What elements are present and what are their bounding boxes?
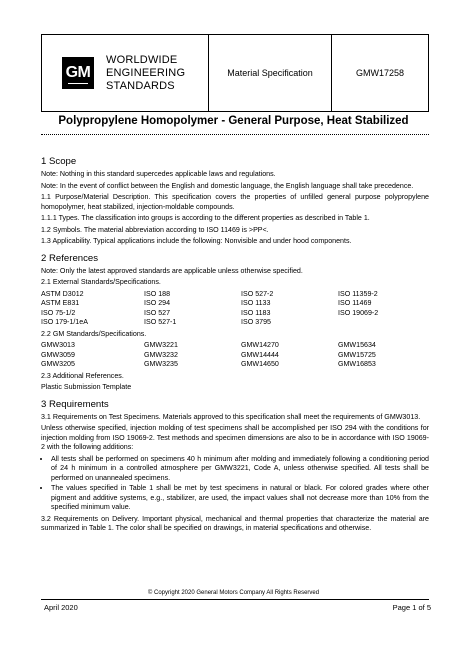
list-item: GMW3013 <box>41 341 75 349</box>
additional-references-heading: 2.3 Additional References. <box>41 371 124 380</box>
list-item: • The values specified in Table 1 shall be met by test specimens in natural or black. For colored grades where other pigment and additive systems, e.g., stabilizer, are used, the impact values shall not decrease more than 10% from the specified minimum value. <box>51 484 429 513</box>
list-item: ISO 179-1/1eA <box>41 318 88 326</box>
list-item: ISO 294 <box>144 299 171 307</box>
worldwide-engineering-standards <box>106 54 185 93</box>
list-item: GMW3232 <box>144 350 178 359</box>
requirements-delivery: 3.2 Requirements on Delivery. Important physical, mechanical and thermal properties that characterize the material are summarized in Table 1. The color shall be specified on drawings, in material specifications and otherwise. <box>41 514 429 532</box>
scope-note-2: Note: In the event of conflict between the English and domestic language, the English language shall take precedence. <box>41 181 414 190</box>
title-divider <box>41 134 429 135</box>
requirements-heading: 3 Requirements <box>41 398 109 410</box>
requirements-bullets <box>41 455 429 513</box>
requirements-molding: Unless otherwise specified, injection molding of test specimens shall be accomplished per ISO 294 with the conditions for injection molding from ISO 19069-2. Test methods and specimen dimensions are also to be in accordance with ISO 19069-2 with the following additions: <box>41 424 429 451</box>
list-item: GMW15634 <box>338 341 376 349</box>
list-item: ISO 19069-2 <box>338 308 379 317</box>
list-item: GMW3205 <box>41 360 75 368</box>
list-item: ISO 188 <box>144 289 171 298</box>
list-item: GMW3059 <box>41 350 75 359</box>
gm-standards-heading: 2.2 GM Standards/Specifications. <box>41 329 147 338</box>
additional-reference: Plastic Submission Template <box>41 383 132 391</box>
org-line-1: WORLDWIDE <box>106 53 178 66</box>
copyright-notice: © Copyright 2020 General Motors Company All Rights Reserved <box>147 590 320 596</box>
doc-type: Material Specification <box>209 35 332 111</box>
list-item: ISO 1183 <box>241 308 271 317</box>
external-standards-list <box>41 290 429 328</box>
list-item: GMW3221 <box>144 341 178 349</box>
section-references <box>41 253 429 393</box>
list-item: GMW14270 <box>241 341 279 349</box>
footer-date: April 2020 <box>44 603 78 612</box>
list-item: ISO 75-1/2 <box>41 308 76 317</box>
references-note: Note: Only the latest approved standards are applicable unless otherwise specified. <box>41 266 303 275</box>
scope-applicability: 1.3 Applicability. Typical applications include the following: Nonvisible and under hood components. <box>41 237 352 245</box>
list-item: GMW14650 <box>241 360 279 368</box>
list-item: ASTM D3012 <box>41 289 84 298</box>
list-item: ASTM E831 <box>41 299 80 307</box>
scope-heading: 1 Scope <box>41 156 77 167</box>
references-heading: 2 References <box>41 252 99 264</box>
list-item <box>338 318 429 328</box>
section-scope <box>41 156 429 247</box>
gm-standards-list <box>41 341 429 370</box>
gm-logo <box>62 57 94 89</box>
scope-note-1: Note: Nothing in this standard supercedes applicable laws and regulations. <box>41 170 276 178</box>
list-item: ISO 1133 <box>241 299 271 307</box>
list-item: GMW14444 <box>241 350 279 359</box>
requirements-test-specimens: 3.1 Requirements on Test Specimens. Materials approved to this specification shall meet the requirements of GMW3013. <box>41 412 421 421</box>
list-item: GMW3235 <box>144 360 178 368</box>
section-requirements <box>41 399 429 534</box>
document-body <box>41 156 429 540</box>
footer-page-number: Page 1 of 5 <box>392 603 431 612</box>
footer-divider <box>41 599 429 600</box>
header-logo-cell <box>42 35 209 111</box>
gm-logo-text: GM <box>65 64 91 81</box>
list-item: • All tests shall be performed on specimens 40 h minimum after molding and immediately following a conditioning period of 24 h minimum in a controlled atmosphere per GMW3221, Code A, unless otherwise specified. All tests shall be performed on unannealed specimens. <box>51 455 429 484</box>
document-title: Polypropylene Homopolymer - General Purpose, Heat Stabilized <box>58 115 409 127</box>
list-item: GMW15725 <box>338 350 376 359</box>
scope-purpose: 1.1 Purpose/Material Description. This specification covers the properties of unfilled general purpose polypropylene homopolymer, heat stabilized, injection-moldable compounds. <box>41 193 429 211</box>
list-item: ISO 3795 <box>241 318 271 326</box>
list-item: ISO 527-2 <box>241 289 274 298</box>
document-header <box>41 34 429 112</box>
list-item: ISO 527-1 <box>144 318 177 326</box>
list-item: ISO 11469 <box>338 299 372 307</box>
external-standards-heading: 2.1 External Standards/Specifications. <box>41 278 161 286</box>
doc-number: GMW17258 <box>355 68 405 78</box>
org-line-3: STANDARDS <box>106 79 175 92</box>
list-item: ISO 11359-2 <box>338 289 378 298</box>
list-item: ISO 527 <box>144 308 171 317</box>
org-line-2: ENGINEERING <box>106 66 186 79</box>
list-item: GMW16853 <box>338 360 376 368</box>
scope-types: 1.1.1 Types. The classification into groups is according to the different properties as described in Table 1. <box>41 214 370 222</box>
scope-symbols: 1.2 Symbols. The material abbreviation according to ISO 11469 is >PP<. <box>41 225 269 234</box>
